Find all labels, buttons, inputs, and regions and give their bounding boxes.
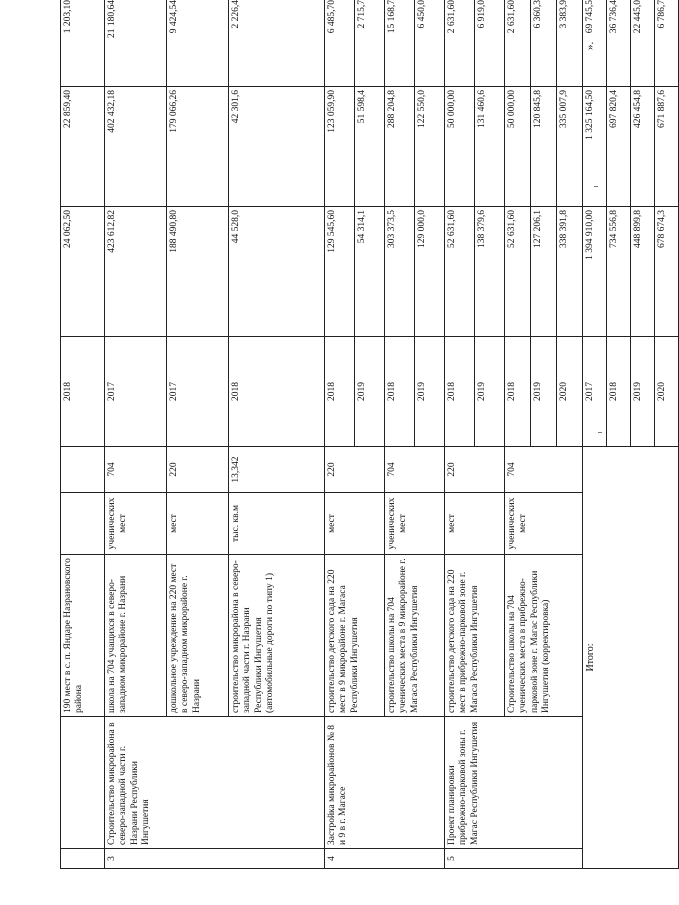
object-name: строительство школы на 704 ученических места в 9 микрорайоне г. Магаса Республики Ингушетия [385, 555, 445, 717]
program-name [61, 717, 105, 849]
total-year: 2019 [631, 337, 655, 447]
year: 2019 [355, 337, 385, 447]
year: 2018 [229, 337, 325, 447]
federal-funds: 179 066,26 [167, 87, 229, 207]
row-number: 3 [105, 849, 325, 869]
capacity: 704 [105, 447, 167, 493]
total-cost-sum: 448 899,8 [631, 207, 655, 337]
unit: ученических мест [505, 493, 583, 555]
regional-funds-sum: 6 786,7 [655, 0, 679, 87]
object-name: школа на 704 учащихся в северо-западном микрорайоне г. Назрани [105, 555, 167, 717]
federal-funds: 120 845,8 [531, 87, 557, 207]
total-cost: 24 062,50 [61, 207, 105, 337]
federal-funds-sum: 426 454,8 [631, 87, 655, 207]
federal-funds: 131 460,6 [475, 87, 505, 207]
year: 2020 [557, 337, 583, 447]
total-cost: 338 391,8 [557, 207, 583, 337]
total-cost: 138 379,6 [475, 207, 505, 337]
total-cost: 303 373,5 [385, 207, 415, 337]
total-cost: 423 612,82 [105, 207, 167, 337]
total-year: 2018 [607, 337, 631, 447]
regional-funds-sum: 69 745,5 [583, 0, 607, 87]
year: 2017 [105, 337, 167, 447]
federal-funds: 42 301,6 [229, 87, 325, 207]
totals-label: Итого: [583, 447, 679, 869]
object-name: 190 мест в с. п. Яндаре Назрановского района [61, 555, 105, 717]
federal-funds: 51 598,4 [355, 87, 385, 207]
regional-funds: 2 226,4 [229, 0, 325, 87]
year: 2019 [415, 337, 445, 447]
federal-funds: 22 859,40 [61, 87, 105, 207]
unit: мест [167, 493, 229, 555]
row-number [61, 849, 105, 869]
capacity [61, 447, 105, 493]
table-row [445, 0, 475, 869]
unit: ученических мест [105, 493, 167, 555]
table-body [61, 0, 679, 869]
program-name: Застройка микрорайонов № 8 и 9 в г. Магасе [325, 717, 445, 849]
object-name: строительство детского сада на 220 мест в 9 микрорайоне г. Магаса Республики Ингушетия [325, 555, 385, 717]
year: 2018 [385, 337, 415, 447]
table-row [61, 0, 105, 869]
total-cost: 44 528,0 [229, 207, 325, 337]
regional-funds: 1 203,10 [61, 0, 105, 87]
regional-funds: 2 631,60 [505, 0, 531, 87]
capacity: 220 [167, 447, 229, 493]
total-cost: 127 206,1 [531, 207, 557, 337]
capacity: 704 [385, 447, 445, 493]
year: 2018 [445, 337, 475, 447]
regional-funds: 6 485,70 [325, 0, 355, 87]
total-cost-sum: 678 674,3 [655, 207, 679, 337]
federal-funds: 50 000,00 [505, 87, 531, 207]
capacity: 220 [445, 447, 505, 493]
capacity: 704 [505, 447, 583, 493]
total-cost: 188 490,80 [167, 207, 229, 337]
federal-funds: 288 204,8 [385, 87, 415, 207]
regional-funds-sum: 22 445,0 [631, 0, 655, 87]
regional-funds: 6 450,0 [415, 0, 445, 87]
total-year: 2017 [583, 337, 607, 447]
program-name: Строительство микрорайона в северо-западной части г. Назрани Республики Ингушетия [105, 717, 325, 849]
row-number: 5 [445, 849, 583, 869]
row-number: 4 [325, 849, 445, 869]
year: 2018 [505, 337, 531, 447]
year: 2017 [167, 337, 229, 447]
investment-table [60, 0, 679, 869]
regional-funds: 9 424,54 [167, 0, 229, 87]
federal-funds: 402 432,18 [105, 87, 167, 207]
capacity: 220 [325, 447, 385, 493]
unit [61, 493, 105, 555]
closing-quote: ». [584, 41, 596, 50]
regional-funds: 15 168,7 [385, 0, 415, 87]
regional-funds: 2 631,60 [445, 0, 475, 87]
scan-mark [594, 186, 598, 187]
federal-funds-sum: 1 325 164,50 [583, 87, 607, 207]
unit: ученических мест [385, 493, 445, 555]
total-cost-sum: 734 556,8 [607, 207, 631, 337]
total-cost: 129 000,0 [415, 207, 445, 337]
federal-funds: 123 059,90 [325, 87, 355, 207]
total-year: 2020 [655, 337, 679, 447]
regional-funds-sum: 36 736,4 [607, 0, 631, 87]
total-cost: 129 545,60 [325, 207, 355, 337]
regional-funds: 2 715,7 [355, 0, 385, 87]
capacity: 13,342 [229, 447, 325, 493]
total-cost: 52 631,60 [445, 207, 475, 337]
federal-funds: 335 007,9 [557, 87, 583, 207]
program-name: Проект планировки прибрежно-парковой зоны г. Магас Республики Ингушетия [445, 717, 583, 849]
total-cost: 54 314,1 [355, 207, 385, 337]
federal-funds: 50 000,00 [445, 87, 475, 207]
unit: мест [325, 493, 385, 555]
object-name: строительство детского сада на 220 мест в прибрежно-парковой зоне г. Магаса Республики Ингушетия [445, 555, 505, 717]
regional-funds: 21 180,64 [105, 0, 167, 87]
table-row [325, 0, 355, 869]
total-cost: 52 631,60 [505, 207, 531, 337]
year: 2018 [325, 337, 355, 447]
federal-funds-sum: 697 820,4 [607, 87, 631, 207]
table-row [105, 0, 167, 869]
regional-funds: 3 383,9 [557, 0, 583, 87]
regional-funds: 6 360,3 [531, 0, 557, 87]
scan-mark [598, 432, 602, 433]
object-name: дошкольное учреждение на 220 мест в северо-западном микрорайоне г. Назрани [167, 555, 229, 717]
object-name: Строительство школы на 704 ученических места в прибрежно-парковой зоне г. Магас Республики Ингушетия (корректировка) [505, 555, 583, 717]
year: 2018 [61, 337, 105, 447]
table-row [583, 0, 607, 869]
year: 2019 [475, 337, 505, 447]
object-name: строительство микрорайона в северо-западной части г. Назрани Республики Ингушетия (автомобильные дороги по типу 1) [229, 555, 325, 717]
unit: тыс. кв.м [229, 493, 325, 555]
year: 2019 [531, 337, 557, 447]
federal-funds: 122 550,0 [415, 87, 445, 207]
federal-funds-sum: 671 887,6 [655, 87, 679, 207]
unit: мест [445, 493, 505, 555]
total-cost-sum: 1 394 910,00 [583, 207, 607, 337]
regional-funds: 6 919,0 [475, 0, 505, 87]
